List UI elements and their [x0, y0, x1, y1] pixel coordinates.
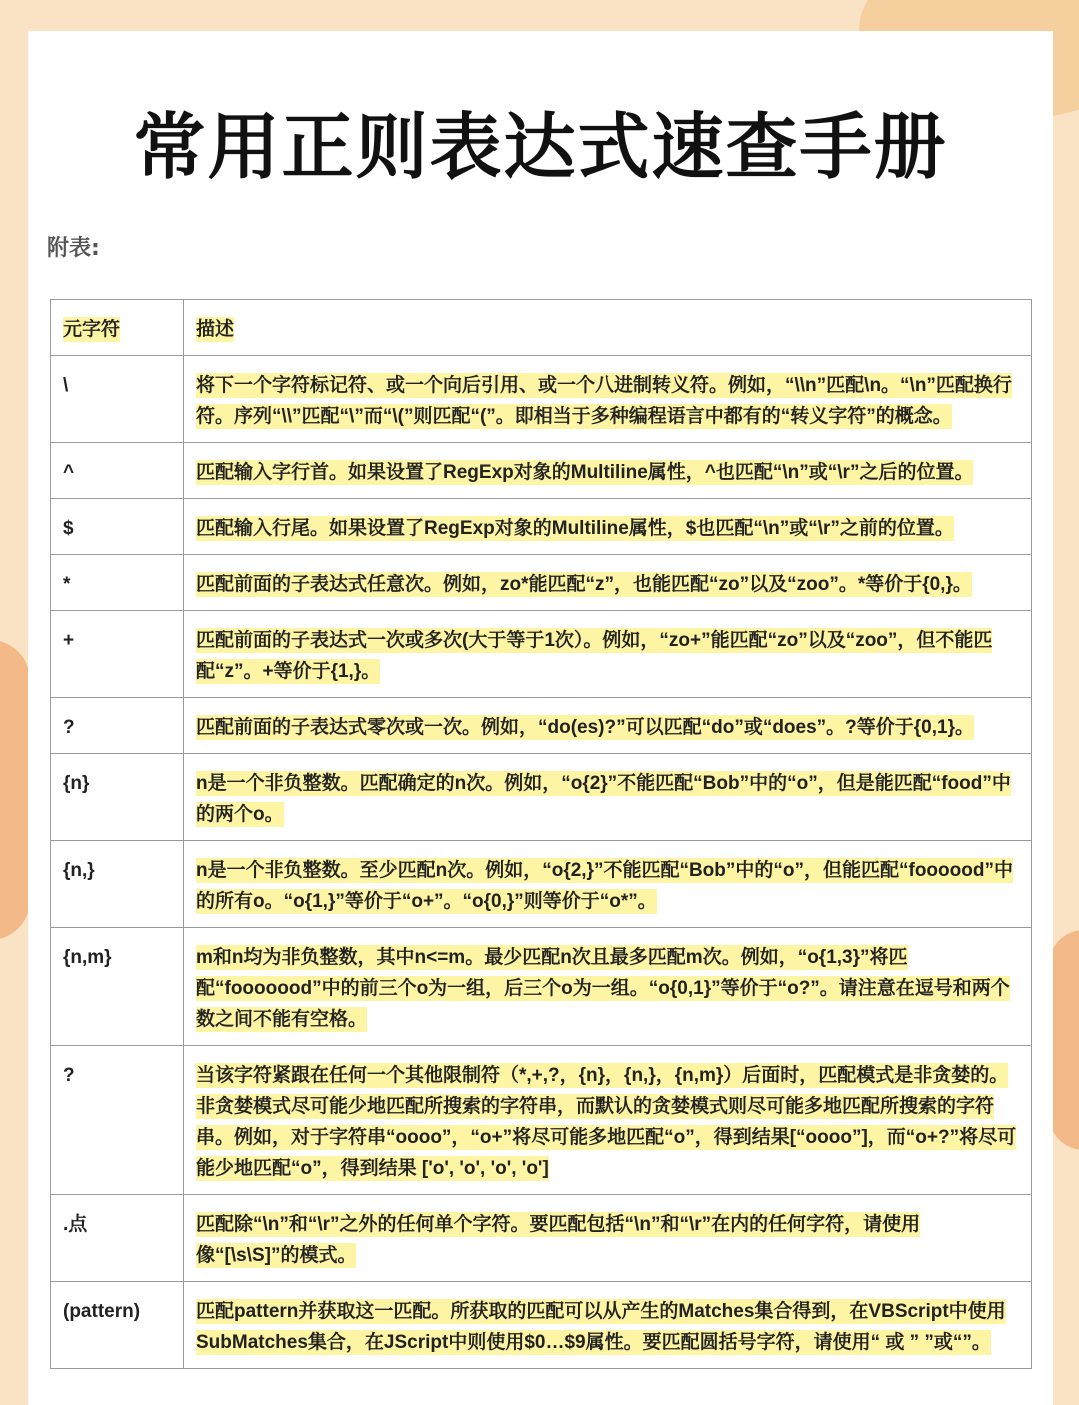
document-card: [28, 31, 1053, 1405]
metachar-cell: {n,m}: [51, 928, 184, 1046]
description-cell: m和n均为非负整数，其中n<=m。最少匹配n次且最多匹配m次。例如，“o{1,3}”将匹配“fooooood”中的前三个o为一组，后三个o为一组。“o{0,1}”等价于“o?”。请注意在逗号和两个数之间不能有空格。: [184, 928, 1032, 1046]
header-metachar: 元字符: [51, 300, 184, 356]
metachar-cell: {n,}: [51, 841, 184, 928]
appendix-label: 附表:: [47, 236, 100, 261]
description-cell: 匹配除“\n”和“\r”之外的任何单个字符。要匹配包括“\n”和“\r”在内的任何字符，请使用像“[\s\S]”的模式。: [184, 1195, 1032, 1282]
description-cell: 当该字符紧跟在任何一个其他限制符（*,+,?，{n}，{n,}，{n,m}）后面时，匹配模式是非贪婪的。非贪婪模式尽可能少地匹配所搜索的字符串，而默认的贪婪模式则尽可能多地匹配所搜索的字符串。例如，对于字符串“oooo”，“o+”将尽可能多地匹配“o”，得到结果[“oooo”]，而“o+?”将尽可能少地匹配“o”，得到结果 ['o', 'o', 'o', 'o']: [184, 1046, 1032, 1195]
table-row: [51, 356, 1032, 443]
table-row: [51, 841, 1032, 928]
header-description: 描述: [184, 300, 1032, 356]
metachar-cell: $: [51, 499, 184, 555]
metachar-cell: \: [51, 356, 184, 443]
table-row: [51, 754, 1032, 841]
page-title: 常用正则表达式速查手册: [133, 105, 948, 189]
description-cell: 将下一个字符标记符、或一个向后引用、或一个八进制转义符。例如，“\\n”匹配\n。“\n”匹配换行符。序列“\\”匹配“\”而“\(”则匹配“(”。即相当于多种编程语言中都有的“转义字符”的概念。: [184, 356, 1032, 443]
description-cell: n是一个非负整数。匹配确定的n次。例如，“o{2}”不能匹配“Bob”中的“o”，但是能匹配“food”中的两个o。: [184, 754, 1032, 841]
description-cell: n是一个非负整数。至少匹配n次。例如，“o{2,}”不能匹配“Bob”中的“o”，但能匹配“foooood”中的所有o。“o{1,}”等价于“o+”。“o{0,}”则等价于“o*”。: [184, 841, 1032, 928]
description-cell: 匹配pattern并获取这一匹配。所获取的匹配可以从产生的Matches集合得到，在VBScript中使用SubMatches集合，在JScript中则使用$0…$9属性。要匹配圆括号字符，请使用“ 或 ” ”或“”。: [184, 1282, 1032, 1369]
metachar-cell: ?: [51, 698, 184, 754]
regex-table: [50, 299, 1032, 1369]
description-cell: 匹配前面的子表达式任意次。例如，zo*能匹配“z”，也能匹配“zo”以及“zoo”。*等价于{0,}。: [184, 555, 1032, 611]
table-row: [51, 499, 1032, 555]
background-decoration: [1049, 930, 1079, 1150]
description-cell: 匹配输入行尾。如果设置了RegExp对象的Multiline属性，$也匹配“\n”或“\r”之前的位置。: [184, 499, 1032, 555]
table-row: [51, 928, 1032, 1046]
metachar-cell: .点: [51, 1195, 184, 1282]
metachar-cell: {n}: [51, 754, 184, 841]
table-row: [51, 1046, 1032, 1195]
description-cell: 匹配前面的子表达式零次或一次。例如，“do(es)?”可以匹配“do”或“does”。?等价于{0,1}。: [184, 698, 1032, 754]
metachar-cell: ?: [51, 1046, 184, 1195]
metachar-cell: *: [51, 555, 184, 611]
metachar-cell: +: [51, 611, 184, 698]
table-header-row: [51, 300, 1032, 356]
background-decoration: [0, 640, 30, 940]
description-cell: 匹配输入字行首。如果设置了RegExp对象的Multiline属性，^也匹配“\n”或“\r”之后的位置。: [184, 443, 1032, 499]
table-row: [51, 611, 1032, 698]
description-cell: 匹配前面的子表达式一次或多次(大于等于1次）。例如，“zo+”能匹配“zo”以及“zoo”，但不能匹配“z”。+等价于{1,}。: [184, 611, 1032, 698]
table-row: [51, 1195, 1032, 1282]
metachar-cell: (pattern): [51, 1282, 184, 1369]
metachar-cell: ^: [51, 443, 184, 499]
table-row: [51, 555, 1032, 611]
table-row: [51, 698, 1032, 754]
table-row: [51, 443, 1032, 499]
table-row: [51, 1282, 1032, 1369]
